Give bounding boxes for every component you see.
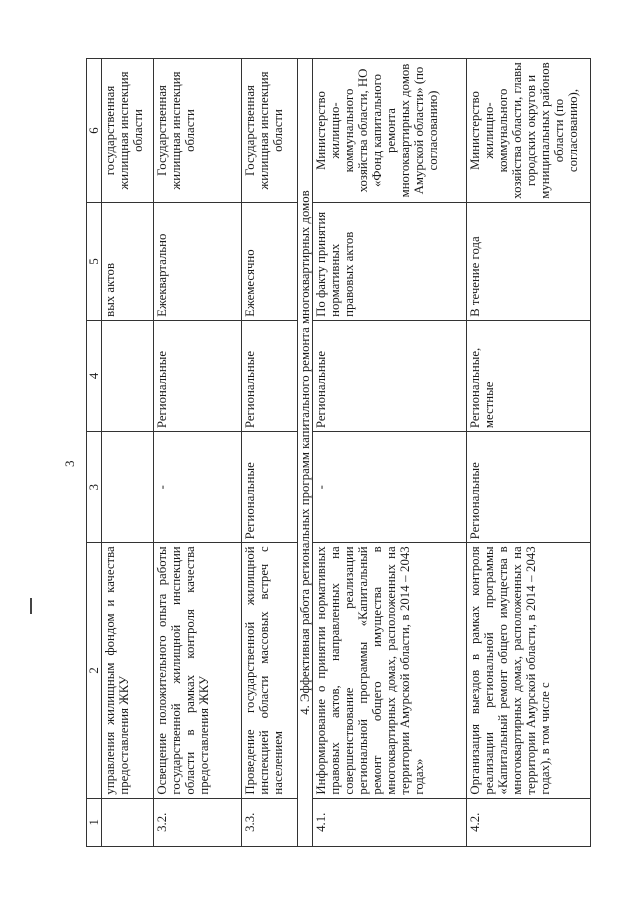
column-header: 1 [87,798,102,846]
column-header: 3 [87,432,102,543]
table-row [467,59,591,847]
section-title: 4. Эффективная работа региональных программ капитального ремонта многоквартирных домов [298,59,313,847]
cell-period: По факту принятия нормативных правовых актов [313,203,467,321]
column-header: 4 [87,320,102,431]
cell-period: Ежемесячно [242,203,298,321]
cell-responsible: государственная жилищная инспекция области [102,59,154,203]
cell-number: 3.2. [154,798,242,846]
cell-event: Освещение положительного опыта работы государственной жилищной инспекции области в рамках контроля качества предоставления ЖКУ [154,543,242,798]
cell-number [102,798,154,846]
column-header: 6 [87,59,102,203]
cell-responsible: Министерство жилищно-коммунального хозяйства области, НО «Фонд капитального ремонта многоквартирных домов Амурской области» (по согласованию) [313,59,467,203]
cell-scale: Региональные, местные [467,320,591,431]
cell-number: 3.3. [242,798,298,846]
events-table [86,58,591,847]
section-row [298,59,313,847]
column-header: 2 [87,543,102,798]
table-header-row [87,59,102,847]
cell-event: Информирование о принятии нормативных правовых актов, направленных на совершенствование реализации региональной программы «Капитальный ремонт общего имущества в многоквартирных домах, расположенных на территории Амурской области, в 2014 – 2043 годах» [313,543,467,798]
cell-responsible: Государственная жилищная инспекция области [154,59,242,203]
cell-scale: Региональные [154,320,242,431]
column-header: 5 [87,203,102,321]
table-row [102,59,154,847]
cell-level: Региональные [467,432,591,543]
cell-event: Организация выездов в рамках контроля реализации региональной программы «Капитальный ремонт общего имущества в многоквартирных домах, расположенных на территории Амурской области, в 2014 – 2043 годах), в том числе с [467,543,591,798]
cell-period: В течение года [467,203,591,321]
cell-event: управления жилищным фондом и качества предоставления ЖКУ [102,543,154,798]
cell-responsible: Государственная жилищная инспекция области [242,59,298,203]
table-row [242,59,298,847]
cell-period: Ежеквартально [154,203,242,321]
table-row [313,59,467,847]
cell-number: 4.2. [467,798,591,846]
cell-level: - [313,432,467,543]
cell-responsible: Министерство жилищно-коммунального хозяйства области, главы городских округов и муниципальных районов области (по согласованию), [467,59,591,203]
table-row [154,59,242,847]
cell-scale: Региональные [242,320,298,431]
cell-scale: Региональные [313,320,467,431]
scan-mark [30,598,32,614]
cell-scale [102,320,154,431]
page-number: 3 [62,460,77,467]
cell-level: - [154,432,242,543]
cell-event: Проведение государственной жилищной инспекцией области массовых встреч с населением [242,543,298,798]
cell-level [102,432,154,543]
cell-period: вых актов [102,203,154,321]
cell-number: 4.1. [313,798,467,846]
cell-level: Региональные [242,432,298,543]
